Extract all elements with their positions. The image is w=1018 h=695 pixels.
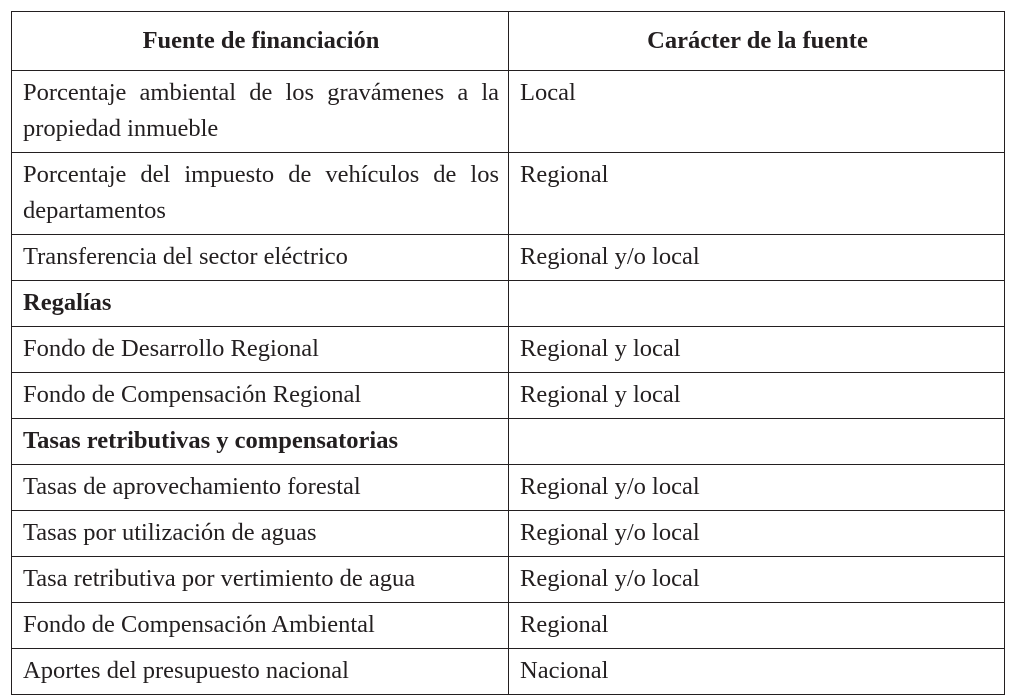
source-character-cell: [509, 419, 1005, 465]
table-row: [12, 373, 1005, 419]
section-row: [12, 281, 1005, 327]
source-character-cell: Regional y local: [509, 373, 1005, 419]
header-funding-source: Fuente de financiación: [12, 12, 509, 71]
header-source-character: Carácter de la fuente: [509, 12, 1005, 71]
table-row: [12, 557, 1005, 603]
source-character-cell: Regional: [509, 153, 1005, 235]
funding-source-cell: Fondo de Compensación Regional: [12, 373, 509, 419]
table-row: [12, 465, 1005, 511]
section-heading-cell: Tasas retributivas y compensatorias: [12, 419, 509, 465]
source-character-cell: Regional y/o local: [509, 465, 1005, 511]
source-character-cell: Nacional: [509, 649, 1005, 695]
source-character-cell: [509, 281, 1005, 327]
table-row: [12, 327, 1005, 373]
funding-source-cell: Aportes del presupuesto nacional: [12, 649, 509, 695]
section-heading-cell: Regalías: [12, 281, 509, 327]
source-character-cell: Regional y/o local: [509, 511, 1005, 557]
funding-source-cell: Tasas por utilización de aguas: [12, 511, 509, 557]
funding-source-cell: Transferencia del sector eléctrico: [12, 235, 509, 281]
funding-source-cell: Porcentaje del impuesto de vehículos de los departamentos: [12, 153, 509, 235]
source-character-cell: Regional y local: [509, 327, 1005, 373]
table-row: [12, 235, 1005, 281]
section-row: [12, 419, 1005, 465]
table-row: [12, 153, 1005, 235]
table-row: [12, 649, 1005, 695]
source-character-cell: Regional y/o local: [509, 557, 1005, 603]
funding-table-container: [11, 11, 1005, 695]
funding-source-cell: Fondo de Desarrollo Regional: [12, 327, 509, 373]
source-character-cell: Regional y/o local: [509, 235, 1005, 281]
funding-sources-table: [11, 11, 1005, 695]
source-character-cell: Local: [509, 71, 1005, 153]
funding-source-cell: Tasas de aprovechamiento forestal: [12, 465, 509, 511]
funding-source-cell: Fondo de Compensación Ambiental: [12, 603, 509, 649]
table-row: [12, 603, 1005, 649]
funding-source-cell: Tasa retributiva por vertimiento de agua: [12, 557, 509, 603]
table-body: [12, 71, 1005, 695]
funding-source-cell: Porcentaje ambiental de los gravámenes a la propiedad inmueble: [12, 71, 509, 153]
table-header-row: [12, 12, 1005, 71]
source-character-cell: Regional: [509, 603, 1005, 649]
table-row: [12, 71, 1005, 153]
table-row: [12, 511, 1005, 557]
